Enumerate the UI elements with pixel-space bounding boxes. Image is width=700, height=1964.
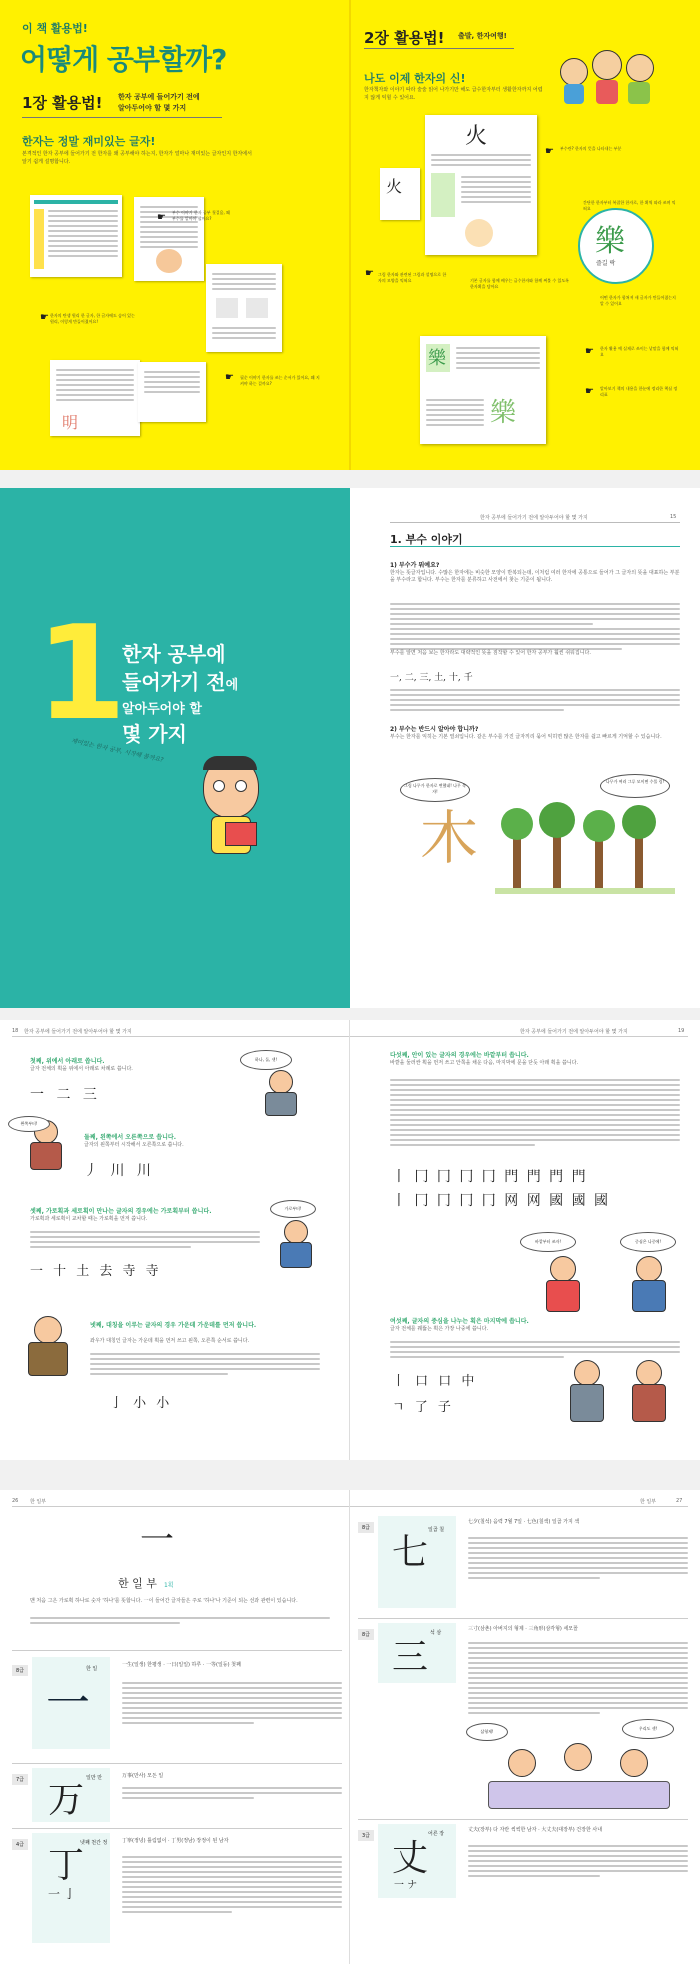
rule-1-chars: 一 二 三: [30, 1087, 97, 1103]
entry-words: 七夕(칠석) 음력 7월 7일 · 七色(칠색) 일곱 가지 색: [468, 1519, 580, 1525]
warrior-illustration: [270, 1220, 320, 1272]
warrior-illustration: [18, 1316, 78, 1386]
section-heading: 한자는 정말 재미있는 글자!: [22, 135, 156, 148]
section-title: 1. 부수 이야기: [390, 533, 463, 546]
spread-divider: [0, 470, 700, 488]
page-header-left: 한 일부: [30, 1499, 47, 1505]
rule-5-chars-b: 丨 冂 冂 冂 冂 网 网 國 國 國: [392, 1193, 609, 1209]
entry-words: 三寸(삼촌) 아버지의 형제 · 三角形(삼각형) 세모꼴: [468, 1626, 578, 1632]
entry-char: 丁: [48, 1845, 85, 1886]
callout-read: 기본 글자를 함께 배우는 급수한자와 함께 써볼 수 있도록 한자획을 담아요: [470, 278, 570, 289]
spread-divider: [0, 1008, 700, 1020]
page-number-left: 18: [12, 1028, 19, 1034]
entry-reading: 어른 장: [428, 1831, 445, 1837]
entry-char: 万: [48, 1780, 85, 1821]
chapter-title-1: 한자 공부에: [122, 642, 226, 666]
question-2-body: 부수는 한자를 익히는 기본 열쇠입니다. 같은 부수를 가진 글자끼리 묶어 익히면 많은 한자를 쉽고 빠르게 기억할 수 있습니다.: [390, 734, 662, 740]
entry-grade: 4급: [12, 1839, 28, 1850]
entry-char: 七: [392, 1532, 429, 1573]
sequence-chars: 一, 二, 三, 土, 十, 千: [390, 673, 473, 683]
rule-5-title: 다섯째, 안이 있는 글자의 경우에는 바깥부터 씁니다.: [390, 1052, 529, 1059]
question-2: 2) 부수는 반드시 알아야 합니까?: [390, 726, 479, 733]
entry-char-box: 丈 一 ナ: [378, 1824, 456, 1898]
page-number-left: 26: [12, 1498, 19, 1504]
rule-2-title: 둘째, 왼쪽에서 오른쪽으로 씁니다.: [84, 1134, 176, 1141]
thumbnail-figure-page: [206, 264, 282, 352]
chapter-bubble: 재미있는 한자 공부, 시작해 볼까요?: [70, 737, 164, 764]
entry-char: 三: [392, 1637, 429, 1678]
rule-6-body: 글자 전체를 꿰뚫는 획은 가장 나중에 씁니다.: [390, 1326, 489, 1332]
rule-3-chars: 一 十 土 去 寺 寺: [30, 1264, 159, 1279]
pointer-hand-icon: ☛: [545, 146, 554, 157]
pointer-hand-icon: ☛: [585, 346, 594, 357]
entry-words: 一生(일생) 한평생 · 一日(일일) 하루 · 一等(일등) 첫째: [122, 1662, 241, 1668]
chapter-opener: [0, 488, 350, 1008]
rule-2-body: 글자의 왼쪽부터 시작해서 오른쪽으로 씁니다.: [84, 1142, 184, 1148]
chapter-title-4: 몇 가지: [122, 722, 187, 746]
kids-bed-illustration: [488, 1737, 668, 1811]
ch1-desc-line1: 한자 공부에 들어가기 전에: [118, 93, 200, 101]
entry-card: [12, 1828, 342, 1959]
entry-words: 万事(만사) 모든 일: [122, 1773, 164, 1779]
page-title: 어떻게 공부할까?: [20, 43, 227, 76]
entry-list-left: [12, 1650, 342, 1959]
page-header-right: 한 일부: [640, 1499, 657, 1505]
intro-tag: 이 책 활용법!: [22, 22, 88, 35]
entry-char-box: [378, 1623, 456, 1683]
radical-big: 一: [140, 1520, 174, 1560]
page-header-right: 한자 공부에 들어가기 전에 알아두어야 할 몇 가지: [520, 1029, 628, 1035]
entry-grade: 3급: [358, 1830, 374, 1841]
callout-stroke: 간단한 한자부터 복잡한 한자로, 한 획씩 따라 쓰며 익혀요: [583, 200, 676, 211]
chapter-title-2b: 에: [225, 678, 239, 693]
rule-2-chars: 丿 川 川: [84, 1163, 151, 1179]
tree-bubble-left: 그림 나무가 한자로 변했네! 나무 목 자!: [400, 778, 470, 802]
entry-reading: 한 일: [86, 1666, 98, 1672]
entry-words: 丁寧(정녕) 틀림없이 · 丁男(정남) 장정이 된 남자: [122, 1838, 229, 1844]
tree-illustration: [400, 774, 680, 894]
callout-more: 한자 활용 예 실제로 쓰이는 낱말을 함께 익혀요: [600, 346, 679, 357]
tree-icon: [495, 802, 675, 894]
callout-order: 필순 이야기 한자를 쓰는 순서가 있어요, 왜 지켜야 하는 걸까요?: [240, 375, 320, 386]
radical-stroke-count: 1획: [163, 1582, 174, 1589]
rule-4-chars: 亅 小 小: [110, 1396, 170, 1411]
entry-card: [358, 1819, 688, 1960]
rule-4-body: 좌우가 대칭인 글자는 가운데 획을 먼저 쓰고 왼쪽, 오른쪽 순서로 씁니다.: [90, 1338, 250, 1344]
spread-2: [0, 488, 700, 1008]
question-1-body-2: 부수를 알면 처음 보는 한자라도 대략적인 뜻을 짐작할 수 있어 한자 공부가 훨씬 쉬워집니다.: [390, 650, 591, 656]
entry-words: 丈夫(장부) 다 자란 씩씩한 남자 · 大丈夫(대장부) 건장한 사내: [468, 1827, 603, 1833]
rule-4-title: 넷째, 대칭을 이루는 글자의 경우 가운데 가운데를 먼저 씁니다.: [90, 1322, 257, 1329]
mascot-illustration: [195, 756, 265, 866]
ch2-body: 한자책자와 이야기 따라 술술 읽어 나가기만 해도 급수한자부터 생활한자까지 어렵지 않게 익힐 수 있어요.: [364, 87, 543, 101]
callout-final: 알아보기 책의 내용을 한눈에 정리한 핵심 정리표: [600, 386, 678, 397]
rule-5-body: 바깥을 둘러싼 획을 먼저 쓰고 안쪽을 채운 다음, 마지막에 문을 닫듯 아래 획을 씁니다.: [390, 1060, 579, 1066]
sample-char-page-2: 樂 樂: [420, 336, 546, 444]
cartoon-kids-illustration: [560, 50, 680, 110]
pointer-hand-icon: ☛: [365, 268, 374, 279]
thumbnail-order-page: 明: [50, 360, 140, 436]
char-badge-sub: 즐길 락: [596, 260, 616, 267]
warriors-illustration: [560, 1360, 680, 1430]
entry-char-box: 丁 一 亅: [32, 1833, 110, 1943]
entry-card: [12, 1763, 342, 1828]
rule-5-chars-a: 丨 冂 冂 冂 冂 門 門 門 門: [392, 1169, 586, 1185]
entry-grade: 7급: [12, 1774, 28, 1785]
gutter: [349, 1490, 350, 1964]
callout-busu: 부수 이야기 한자 공부 첫걸음, 왜 부수를 알아야 할까요?: [172, 210, 230, 221]
page-number-right: 15: [670, 514, 677, 520]
pointer-hand-icon: ☛: [40, 312, 49, 323]
ch2-rule: [364, 48, 514, 49]
page-header-left: 한자 공부에 들어가기 전에 알아두어야 할 몇 가지: [24, 1029, 132, 1035]
kids-bubble-a: 삼형제!: [466, 1723, 508, 1741]
section-body: 본격적인 한자 공부에 들어가기 전 한자를 왜 공부해야 하는지, 한자가 얼마나 재미있는 글자인지 한자에서 알기 쉽게 설명합니다.: [22, 151, 252, 165]
page-number-right: 27: [676, 1498, 683, 1504]
rule-6-chars-a: 丨 口 口 中: [392, 1374, 475, 1389]
entry-char: 丈: [392, 1838, 429, 1879]
kids-bubble-b: 우리도 셋!: [622, 1719, 674, 1739]
spread-1: [0, 0, 700, 470]
bubble-a: 하나, 둘, 셋!: [240, 1050, 292, 1070]
callout-grade: 어떤 한자가 합쳐져 새 글자가 만들어졌는지 알 수 있어요: [600, 295, 676, 306]
thumbnail-card: 火: [380, 168, 420, 220]
tree-char: 木: [420, 804, 479, 872]
bubble-b: 왼쪽부터!: [8, 1116, 50, 1132]
entry-grade: 8급: [358, 1629, 374, 1640]
rule-1-title: 첫째, 위에서 아래로 씁니다.: [30, 1058, 105, 1065]
sample-char-big: 火: [465, 124, 488, 149]
ch1-badge: 1장 활용법!: [22, 94, 103, 112]
bubble-c: 가로부터!: [270, 1200, 316, 1218]
entry-reading: 일만 만: [86, 1775, 103, 1781]
page-number-right: 19: [678, 1028, 685, 1034]
gutter: [349, 1020, 350, 1460]
entry-reading: 넷째 천간 정: [80, 1840, 108, 1846]
radical-reading: 한 일 부: [118, 1577, 157, 1590]
sample-char-page: [425, 115, 537, 255]
callout-busu2: 부수란? 한자의 뜻을 나타내는 부분: [560, 146, 622, 151]
rule-1-body: 글자 전체의 획을 위에서 아래로 차례로 씁니다.: [30, 1066, 133, 1072]
rule-6-chars-b: ㄱ 了 子: [392, 1400, 451, 1415]
entry-char: 一: [46, 1678, 90, 1729]
thumbnail-small-page: [138, 362, 206, 422]
callout-pic: 그림 한자와 관련된 그림과 설명으로 한자의 모양을 익혀요: [378, 272, 447, 283]
kids-illustration: [540, 1256, 680, 1316]
entry-card: [358, 1618, 688, 1819]
chapter-number: 1: [36, 597, 127, 749]
pointer-hand-icon: ☛: [157, 212, 166, 223]
char-badge-leaf: 樂: [595, 224, 625, 259]
spread-4: [0, 1490, 700, 1964]
warrior-illustration: [255, 1070, 305, 1116]
rule-3-body: 가로획과 세로획이 교차할 때는 가로획을 먼저 씁니다.: [30, 1216, 148, 1222]
entry-grade: 8급: [12, 1665, 28, 1676]
entry-grade: 8급: [358, 1522, 374, 1533]
chapter-title-3: 알아두어야 할: [122, 702, 202, 717]
question-1: 1) 부수가 뭐예요?: [390, 562, 440, 569]
entry-reading: 석 삼: [430, 1630, 442, 1636]
gutter: [349, 0, 351, 470]
entry-reading: 일곱 칠: [428, 1527, 445, 1533]
rule-3-title: 셋째, 가로획과 세로획이 만나는 글자의 경우에는 가로획부터 씁니다.: [30, 1208, 212, 1215]
ch2-heading: 나도 이제 한자의 신!: [364, 72, 466, 85]
bubble-d: 바깥부터 쓰자!: [520, 1232, 576, 1252]
tree-bubble-right: 나무가 여러 그루 모이면 수풀 림!: [600, 774, 670, 798]
callout-origin: 한자의 탄생 원리 한 글자, 한 글자에도 숨어 있는 원리, 이렇게 만들어졌어요!: [50, 313, 135, 324]
chapter-title-2a: 들어가기 전: [122, 670, 226, 694]
entry-char-box: [378, 1516, 456, 1608]
char-badge-circle: [578, 208, 654, 284]
spread-divider: [0, 1460, 700, 1490]
ch1-desc-line2: 알아두어야 할 몇 가지: [118, 104, 187, 112]
pointer-hand-icon: ☛: [585, 386, 594, 397]
rule-6-title: 여섯째, 글자의 중심을 나누는 획은 마지막에 씁니다.: [390, 1318, 529, 1325]
entry-char-box: [32, 1657, 110, 1749]
entry-list-right: [358, 1512, 688, 1960]
entry-card: [12, 1650, 342, 1763]
ch1-rule: [22, 117, 222, 118]
pointer-hand-icon: ☛: [225, 372, 234, 383]
bubble-e: 중심은 나중에!: [620, 1232, 676, 1252]
spread-3: [0, 1020, 700, 1460]
question-1-body: 한자는 뜻글자입니다. 수많은 한자에는 비슷한 모양이 반복되는데, 이처럼 여러 한자에 공통으로 들어가 그 글자의 뜻을 대표하는 부분을 부수라고 합니다. 부수는 한자를 분류하고 사전에서 찾는 기준이 됩니다.: [390, 570, 680, 583]
ch2-badge: 2장 활용법!: [364, 29, 445, 47]
thumbnail-busu-page: [30, 195, 122, 277]
ch2-desc: 출발, 한자여행!: [458, 32, 507, 40]
entry-card: [358, 1512, 688, 1618]
page-header-right: 한자 공부에 들어가기 전에 알아두어야 할 몇 가지: [480, 515, 588, 521]
radical-intro: 맨 처음 그은 가로획 하나로 숫자 '하나'를 뜻합니다. 一이 들어간 글자들은 주로 '하나'나 기준이 되는 선과 관련이 있습니다.: [30, 1598, 298, 1604]
